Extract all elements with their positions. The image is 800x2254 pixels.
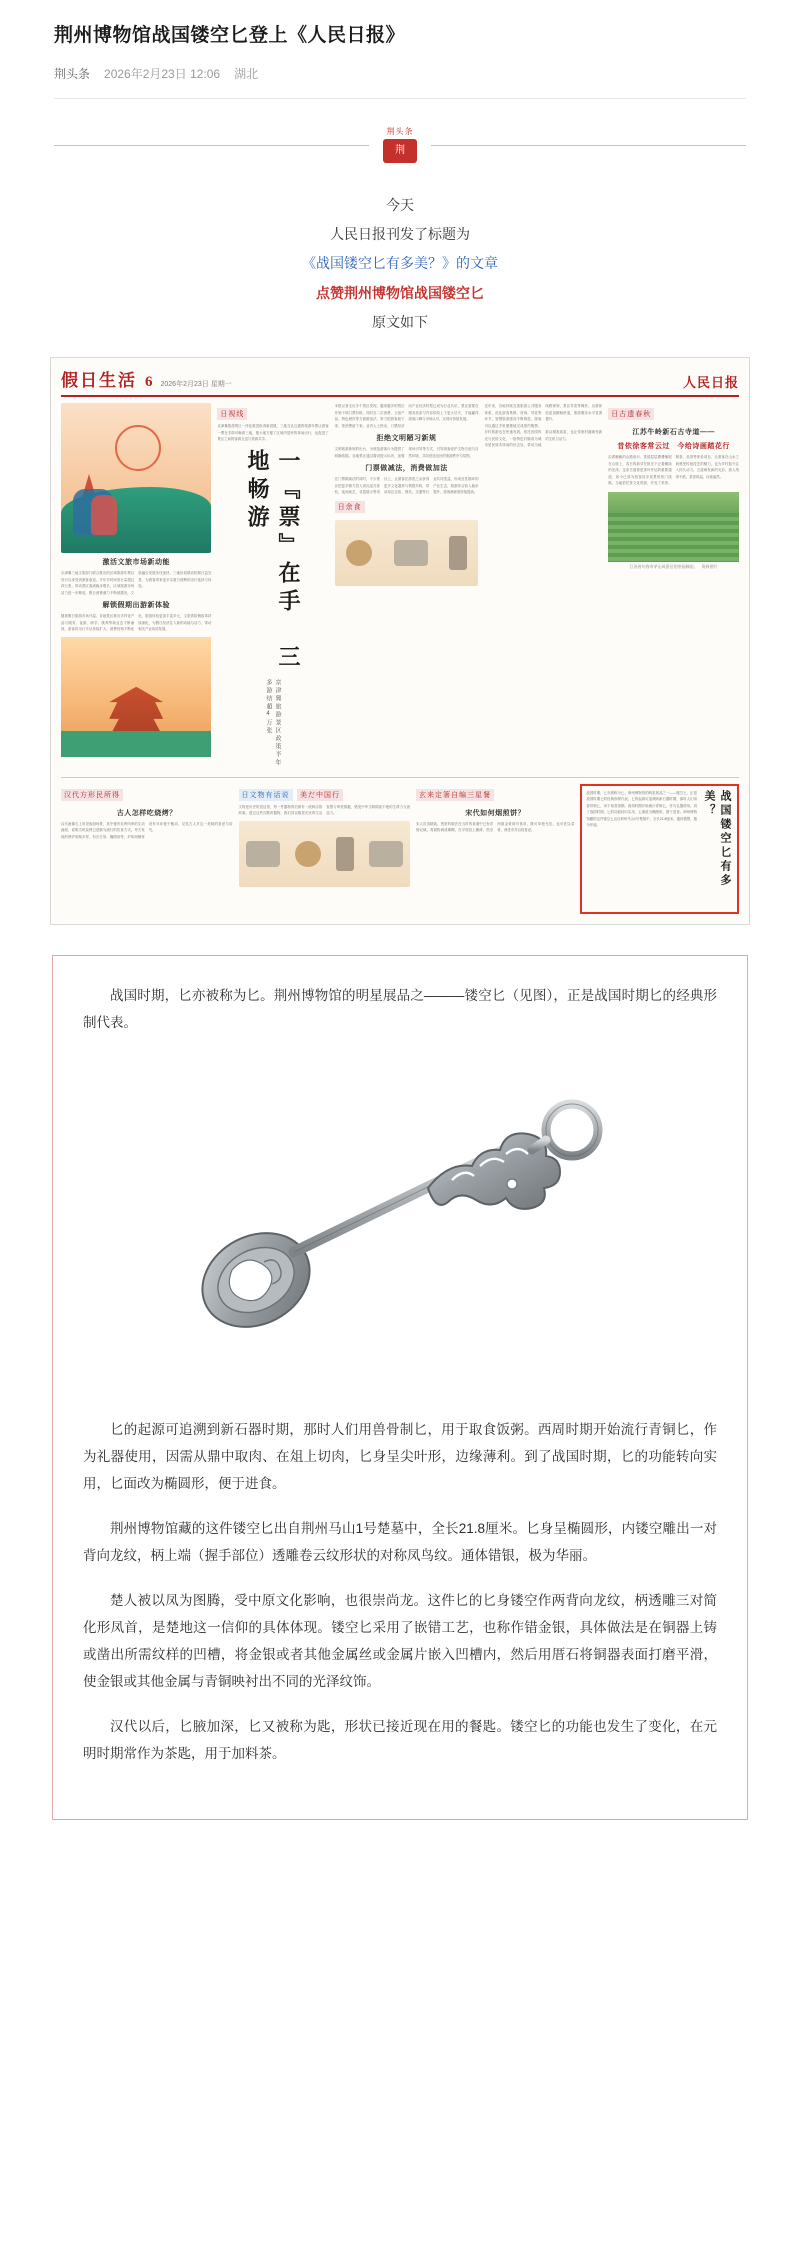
newspaper-main-subheadline: 京津冀旅游景区政策半年多游结超4万张 [265, 678, 280, 767]
highlighted-article-box[interactable] [580, 784, 739, 914]
newspaper-section: 假日生活 [61, 371, 137, 391]
newspaper-column-3 [335, 403, 479, 768]
column3-body-3: 在门票做减法的同时，不少景区把更多精力投入到沉浸式体验、夜间演艺、非遗展示等项目上，让游客在游览之余获得更多文化滋养与情感共鸣，带动周边住宿、餐饮、交通等行业共同受益，形成良性循环的产业生态，旅游综合收入稳步提升，游客满意度持续提高。 [334, 477, 479, 495]
newspaper-columns [61, 403, 739, 768]
newspaper-column-2 [217, 403, 328, 768]
tag-travel: 美だ中国行 [297, 789, 343, 801]
column5-subhead-2: 昔依徐客常云过 今给诗画踏花行 [617, 443, 730, 451]
intro-line-2: 人民日报刊发了标题为 [330, 225, 470, 242]
newspaper-scan[interactable] [50, 357, 750, 924]
column1-subhead-1: 激活文旅市场新动能 [102, 559, 170, 567]
tag-culture: 日文物有话说 [239, 789, 293, 801]
masthead-left [61, 366, 232, 391]
tag-viewpoint: 日视线 [217, 408, 247, 420]
column3-subhead-2: 门票做减法，消费做加法 [365, 465, 448, 473]
highlighted-body: 战国时期，匕亦被称为匕。荆州博物馆的明星展品之一——镂空匕，正是战国时期匕的经典形制代表。匕的起源可追溯到新石器时期，那时人们用兽骨制匕，用于取食饭粥。西周时期开始流行青铜匕，作为礼器使用。到了战国时期，匕的功能转向实用，匕面改为椭圆形，便于进食。荆州博物馆藏的这件镂空匕出自荆州马山1号楚墓中，全长21.8厘米。通体错银，极为华丽。 [586, 790, 698, 828]
column3-body-1: 本报记者走访多个景区发现，越来越多的景区开始下调门票价格，同时在二次消费、文创产品、特色餐饮等方面做加法，努力把游客留下来，把消费留下来。业内人士指出，门票经济向产业经济转型已成为行业共识，景区需要在服务品质与内容供给上下更大功夫，才能赢得游客口碑与市场认可，实现可持续发展。 [334, 404, 479, 428]
column4-body-1: 近年来，各地持续完善旅游公共服务体系，优化游客集散、咨询、导览等环节，智慧旅游建设不断推进，游客可以通过手机便捷地完成预约购票、线路规划、景区导览等操作，出游体验更加顺畅舒适，旅游服务水平显著提升。 [484, 404, 603, 428]
newspaper-lower-band [61, 777, 739, 914]
column3-body-2: 文明旅游新规的出台，为规范游客行为提供了明确依据。各地景区通过增设提示标识、加强现场引导等方式，引导游客爱护文物古迹与自然环境，共同营造良好的旅游秩序与氛围。 [334, 447, 479, 458]
lower-headline-2: 宋代如何烟煎饼？ [465, 809, 526, 817]
logo-badge [369, 126, 431, 163]
bronze-ladle-illustration [160, 1084, 640, 1354]
intro-line-5: 原文如下 [372, 314, 428, 331]
intro-line-3: 《战国镂空匕有多美？》的文章 [302, 255, 498, 272]
lower-column-2 [239, 784, 411, 914]
article-meta [54, 65, 746, 82]
newspaper-column-1 [61, 403, 211, 768]
lower-body-2: 文物是历史的见证者，每一件器物背后都有一段鲜活的故事。透过这些沉默的器物，我们得以窥见先民的生活智慧与审美情趣，感受中华文明绵延不绝的生命力与创造力。 [238, 804, 411, 816]
lower-column-1 [61, 784, 233, 914]
intro-block [0, 191, 800, 338]
newspaper-illustration-2 [61, 637, 211, 757]
newspaper-photo [608, 492, 739, 562]
column5-subhead-1: 江苏牛岭新石古寺道—— [632, 429, 715, 437]
meta-source: 荆头条 [54, 66, 91, 81]
brand-logo [0, 125, 800, 165]
column5-body: 沿着蜿蜒的山路前行，茶园层层叠叠铺展在山坡上，春日的新芽在阳光下泛着嫩绿的光泽。这条古道曾是茶叶外运的重要通道，如今已成为游客徒步赏景的热门线路。当地依托茶文化资源，开发了采茶、制茶、品茶等体验项目，让游客在山水之间感受传统技艺的魅力，也为乡村振兴注入持久动力，古道焕发新的光彩，游人络绎不绝，茶香四溢，诗意盎然。 [608, 455, 739, 486]
tag-remainder: 日余食 [335, 501, 365, 513]
newspaper-date: 2026年2月23日 星期一 [160, 381, 232, 389]
tag-lower-2: 玄来定箸自编三星餐 [416, 789, 494, 801]
meta-timestamp: 2026年2月23日 12:06 [104, 66, 221, 81]
newspaper-main-headline: 一『票』在手 三地畅游 [245, 448, 301, 673]
lower-body-1: 汉代画像石上常见庖厨场景，其中便有炙烤肉串的生动画面，说明当时烧烤已是颇为流行的饮食方式。考古发现的烤炉形制多样，有长方形、椭圆形等，炉体两侧常设有耳环便于搬动，足见古人对这一美味的喜爱与讲究。 [61, 821, 233, 839]
column3-subhead-1: 拒绝文明陋习新规 [376, 435, 437, 443]
article-paragraph-5: 汉代以后，匕腋加深，匕又被称为匙，形状已接近现在用的餐匙。镂空匕的功能也发生了变化，在元明时期常作为茶匙，用于加料茶。 [83, 1718, 717, 1761]
newspaper-column-4 [484, 403, 602, 768]
article-header [0, 0, 800, 82]
intro-line-4: 点赞荆州博物馆战国镂空匕 [316, 284, 484, 301]
lower-headline-1: 古人怎样吃烧烤？ [116, 809, 177, 817]
article-paragraph-3: 荆州博物馆藏的这件镂空匕出自荆州马山1号楚墓中，全长21.8厘米。匕身呈椭圆形，内镂空雕出一对背向龙纹，柄上端（握手部位）透雕卷云纹形状的对称凤鸟纹。通体错银，极为华丽。 [83, 1520, 717, 1563]
column1-body-2: 随着假日旅游市场升温，各地景区推出多样化产品与服务，夜游、研学、康养等新业态不断涌现，游客的出行半径持续扩大，消费结构不断优化，旅游体验更加丰富多元，文旅供给侧改革持续深化，为假日经济注入新的动能与活力，带动相关产业协同发展。 [61, 614, 212, 632]
logo-flag-label: 荆头条 [386, 127, 414, 136]
highlighted-box-inner [586, 790, 733, 908]
lower-relic-figure [239, 821, 411, 887]
lower-column-3 [416, 784, 574, 914]
newspaper-illustration [61, 403, 211, 553]
highlighted-headline: 战国镂空匕有多美？ [703, 789, 732, 888]
page-tail [0, 1856, 800, 1866]
header-divider [54, 98, 746, 99]
lower-body-3: 宋人饮食精致，煎饼的做法在当时的食谱中已有详细记载。将面粉调成稀糊，在平底铛上摊薄，煎至两面金黄即可食用，既可单独充饥，也可佐以菜肴，深受市井百姓喜爱。 [416, 821, 575, 833]
column2-lead: 京津冀旅游景区一体化推进取得新进展，三地互认互通的旅游年票让游客一票在手即可畅游三地，极大地方便了区域内居民的休闲出行，也促进了景区之间的客源互送与资源共享。 [217, 424, 329, 442]
column4-body-2: 乡村旅游也在快速发展，依托田园风光与民俗文化，一批特色村镇成为城市居民周末休闲的好去处，带动当地群众增收致富，也让传统村落焕发新的生机与活力。 [484, 430, 603, 448]
tag-ancient: 日古遗春秋 [608, 408, 654, 420]
logo-mark-icon: 荆 [383, 139, 417, 163]
newspaper-photo-caption: 江苏省句容市茅山风景区的茶园梯田。 资料图片 [629, 563, 718, 569]
article-paragraph-4: 楚人被以凤为图腾，受中原文化影响，也很崇尚龙。这件匕的匕身镂空作两背向龙纹，柄透雕三对简化形凤首，是楚地这一信仰的具体体现。镂空匕采用了嵌错工艺，也称作错金银，具体做法是在铜器上铸或凿出所需纹样的凹槽，将金银或者其他金属丝或金属片嵌入凹槽内，然后用厝石将铜器表面打磨平滑，使金银或其他金属与青铜映衬出不同的光泽纹饰。 [83, 1592, 717, 1689]
article-content-card [52, 955, 748, 1820]
newspaper-column-5 [608, 403, 739, 768]
meta-region: 湖北 [234, 66, 259, 81]
newspaper-masthead [61, 366, 739, 397]
column1-subhead-2: 解锁假期出游新体验 [102, 602, 170, 610]
tag-lower-1: 汉代方形民所得 [61, 789, 123, 801]
article-paragraph-2: 匕的起源可追溯到新石器时期，那时人们用兽骨制匕，用于取食饭粥。西周时期开始流行青铜匕，作为礼器使用，因需从鼎中取肉、在俎上切肉，匕身呈尖叶形，边缘薄利。到了战国时期，匕的功能转向实用，匕面改为椭圆形，便于进食。 [83, 1421, 717, 1491]
newspaper-figure-people [335, 520, 479, 586]
article-paragraph-1: 战国时期，匕亦被称为匕。荆州博物馆的明星展品之———镂空匕（见图），正是战国时期匕的经典形制代表。 [83, 987, 717, 1030]
intro-line-1: 今天 [386, 196, 414, 213]
relic-photo [120, 1054, 680, 1394]
column1-body-1: 京津冀三地文旅部门联合推出的区域旅游年票自发行以来受到游客欢迎，半年多时间发行量超过四万张，带动景区客流稳步增长，区域旅游市场活力进一步释放，假日消费潜力不断被激发，文旅融合发展步伐加快，三地协同联动机制日益完善，为游客带来更多实惠与便利的出行选择与体验。 [61, 571, 212, 595]
page-title: 荆州博物馆战国镂空匕登上《人民日报》 [54, 25, 406, 46]
newspaper-nameplate: 人民日报 [682, 375, 739, 391]
newspaper-page-number: 6 [145, 374, 153, 391]
